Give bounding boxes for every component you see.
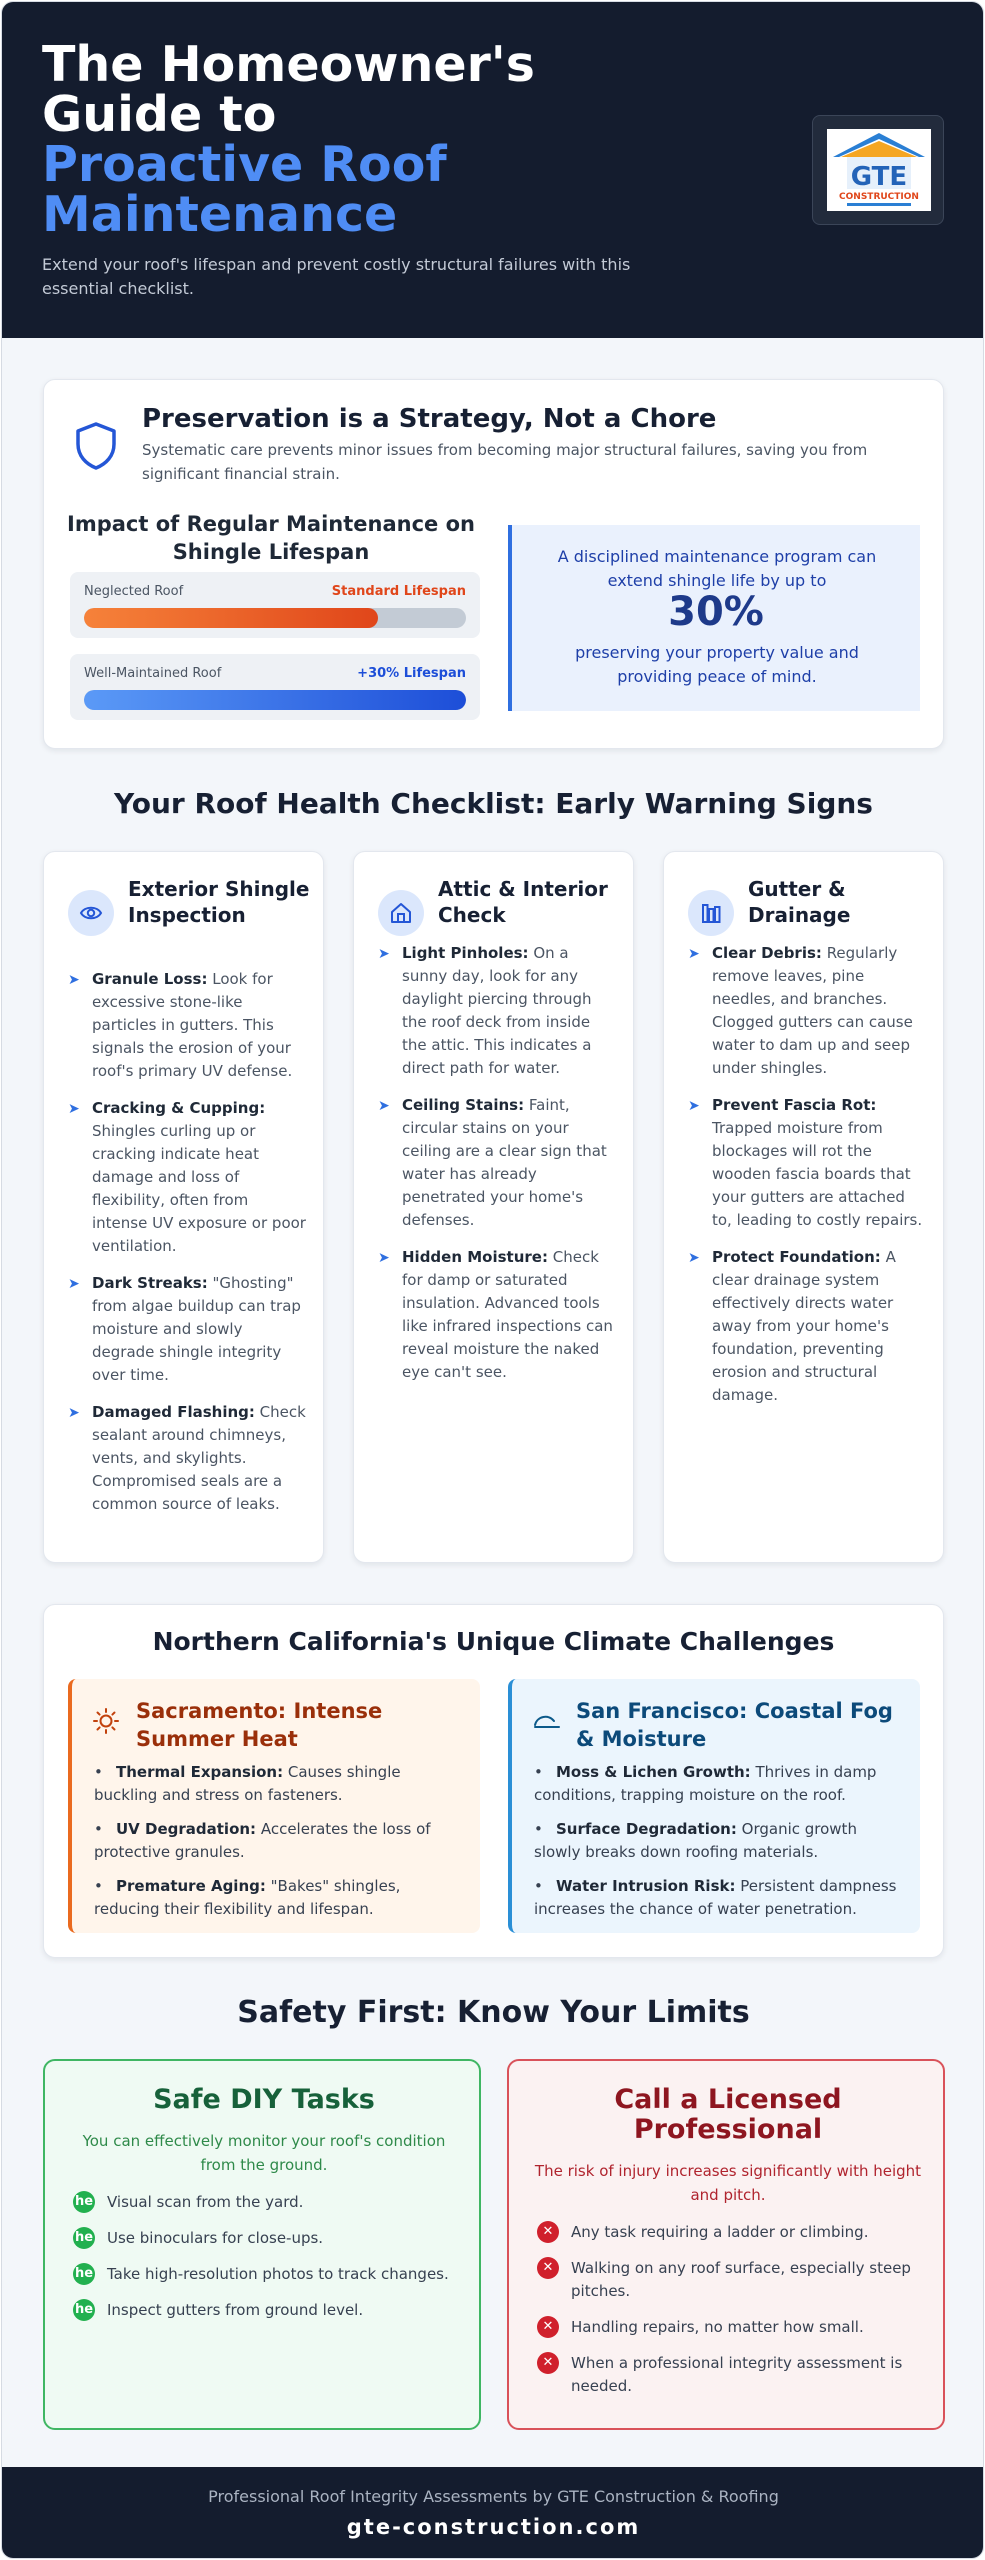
call-professional-list	[537, 2221, 929, 2411]
safe-diy-card	[43, 2059, 481, 2430]
columns-icon	[688, 890, 734, 936]
checklist-card-title: Gutter & Drainage	[748, 877, 851, 927]
safe-diy-list	[73, 2191, 465, 2335]
list-item: ➤ Light Pinholes: On a sunny day, look for any daylight piercing through the roof deck from inside the attic. This indicates a direct path for water.	[378, 944, 592, 1077]
call-professional-card	[507, 2059, 945, 2430]
arrow-icon: ➤	[68, 972, 80, 988]
preservation-card	[43, 379, 944, 749]
stat-pre-text: A disciplined maintenance program can extend shingle life by up to	[557, 547, 877, 590]
list-item: ➤ Dark Streaks: "Ghosting" from algae buildup can trap moisture and slowly degrade shingle integrity over time.	[68, 1274, 301, 1384]
checklist-card-exterior	[43, 851, 324, 1563]
list-item: ✕ Handling repairs, no matter how small.	[537, 2316, 929, 2339]
safe-diy-description: You can effectively monitor your roof's condition from the ground.	[82, 2132, 446, 2174]
list-item: • Thermal Expansion: Causes shingle buckling and stress on fasteners.	[94, 1763, 401, 1804]
bar-track	[84, 608, 466, 628]
call-professional-description: The risk of injury increases significantly with height and pitch.	[534, 2162, 922, 2204]
safety-title: Safety First: Know Your Limits	[237, 1995, 750, 2030]
eye-icon	[68, 890, 114, 936]
list-item: he Take high-resolution photos to track changes.	[74, 2265, 449, 2283]
check-badge-icon: he	[73, 2227, 95, 2249]
stat-value: 30%	[668, 589, 764, 635]
checklist-items	[688, 942, 928, 1421]
list-item: ➤ Protect Foundation: A clear drainage system effectively directs water away from your home's foundation, preventing erosion and structural damage.	[688, 1248, 896, 1404]
logo-text: GTE	[850, 162, 908, 192]
list-item: ➤ Cracking & Cupping: Shingles curling up or cracking indicate heat damage and loss of flexibility, often from intense UV exposure or poor ventilation.	[68, 1099, 306, 1255]
check-badge-icon: he	[73, 2263, 95, 2285]
hero-title	[42, 36, 602, 243]
stat-post-text: preserving your property value and providing peace of mind.	[575, 643, 859, 686]
arrow-icon: ➤	[688, 946, 700, 962]
hero-title-line1: The Homeowner's	[42, 36, 535, 93]
logo-image	[827, 129, 931, 211]
region-title: San Francisco: Coastal Fog & Moisture	[576, 1699, 893, 1751]
list-item: • Premature Aging: "Bakes" shingles, reducing their flexibility and lifespan.	[94, 1877, 401, 1918]
bar-fill-neglected	[84, 608, 378, 628]
bar-fill-maintained	[84, 690, 466, 710]
list-item: ✕ When a professional integrity assessment is needed.	[537, 2352, 929, 2398]
checklist-card-gutter	[663, 851, 944, 1563]
bar-maintained	[70, 654, 480, 720]
company-logo	[812, 115, 944, 225]
list-item: ➤ Prevent Fascia Rot: Trapped moisture from blockages will rot the wooden fascia boards that your gutters are attached to, leading to costly repairs.	[688, 1096, 923, 1229]
logo-graphic	[827, 129, 931, 211]
bar-label: Neglected Roof	[84, 584, 184, 599]
list-item: he Inspect gutters from ground level.	[74, 2301, 364, 2319]
preservation-title: Preservation is a Strategy, Not a Chore	[142, 404, 717, 434]
footer	[2, 2467, 984, 2559]
checklist-items	[68, 968, 308, 1530]
climate-card	[43, 1604, 944, 1958]
bar-track	[84, 690, 466, 710]
footer-website-link[interactable]: gte-construction.com	[346, 2515, 641, 2539]
hero-title-accent2: Maintenance	[42, 186, 398, 243]
page-frame	[1, 1, 984, 2559]
checklist-items	[378, 942, 618, 1398]
check-badge-icon: he	[73, 2299, 95, 2321]
fog-icon	[532, 1709, 562, 1733]
list-item: • UV Degradation: Accelerates the loss of protective granules.	[94, 1820, 431, 1861]
list-item: • Surface Degradation: Organic growth slowly breaks down roofing materials.	[534, 1820, 857, 1861]
list-item: ➤ Ceiling Stains: Faint, circular stains on your ceiling are a clear sign that water has already penetrated your home's defenses.	[378, 1096, 607, 1229]
x-circle-icon: ✕	[537, 2352, 559, 2374]
list-item: ➤ Damaged Flashing: Check sealant around chimneys, vents, and skylights. Compromised seals are a common source of leaks.	[68, 1403, 306, 1513]
impact-title: Impact of Regular Maintenance on Shingle Lifespan	[67, 512, 475, 564]
preservation-description: Systematic care prevents minor issues from becoming major structural failures, saving you from significant financial strain.	[142, 441, 868, 483]
region-san-francisco	[508, 1679, 920, 1933]
list-item: ➤ Granule Loss: Look for excessive stone-like particles in gutters. This signals the erosion of your roof's primary UV defense.	[68, 970, 293, 1080]
region-items	[534, 1761, 906, 1932]
arrow-icon: ➤	[68, 1405, 80, 1421]
bar-tag: +30% Lifespan	[357, 666, 466, 681]
home-icon	[378, 890, 424, 936]
list-item: ✕ Walking on any roof surface, especially steep pitches.	[537, 2257, 929, 2303]
list-item: ✕ Any task requiring a ladder or climbing.	[537, 2221, 929, 2244]
list-item: • Moss & Lichen Growth: Thrives in damp conditions, trapping moisture on the roof.	[534, 1763, 877, 1804]
arrow-icon: ➤	[688, 1098, 700, 1114]
list-item: ➤ Clear Debris: Regularly remove leaves, pine needles, and branches. Clogged gutters can cause water to dam up and seep under shingles.	[688, 944, 913, 1077]
logo-subtext: CONSTRUCTION	[839, 192, 919, 202]
list-item: • Water Intrusion Risk: Persistent dampness increases the chance of water penetration.	[534, 1877, 897, 1918]
bar-label: Well-Maintained Roof	[84, 666, 222, 681]
x-circle-icon: ✕	[537, 2257, 559, 2279]
arrow-icon: ➤	[68, 1101, 80, 1117]
region-sacramento	[68, 1679, 480, 1933]
checklist-card-attic	[353, 851, 634, 1563]
hero-subtitle: Extend your roof's lifespan and prevent costly structural failures with this essential checklist.	[42, 255, 631, 298]
bar-tag: Standard Lifespan	[331, 584, 466, 599]
checklist-card-title: Attic & Interior Check	[438, 877, 608, 927]
arrow-icon: ➤	[688, 1250, 700, 1266]
x-circle-icon: ✕	[537, 2316, 559, 2338]
region-title: Sacramento: Intense Summer Heat	[136, 1699, 383, 1751]
safe-diy-title: Safe DIY Tasks	[153, 2084, 375, 2115]
region-items	[94, 1761, 466, 1932]
footer-tagline: Professional Roof Integrity Assessments by GTE Construction & Roofing	[208, 2487, 779, 2506]
checklist-card-title: Exterior Shingle Inspection	[128, 877, 310, 927]
list-item: he Use binoculars for close-ups.	[74, 2229, 324, 2247]
shield-icon	[74, 420, 118, 472]
checklist-title: Your Roof Health Checklist: Early Warning Signs	[114, 787, 873, 820]
stat-callout	[508, 525, 920, 711]
call-professional-title: Call a Licensed Professional	[614, 2084, 842, 2145]
list-item: ➤ Hidden Moisture: Check for damp or saturated insulation. Advanced tools like infrared inspections can reveal moisture the naked eye can't see.	[378, 1248, 613, 1381]
bar-neglected	[70, 572, 480, 638]
sun-icon	[92, 1707, 120, 1735]
hero-title-accent1: Proactive Roof	[42, 136, 447, 193]
hero-title-line2: Guide to	[42, 86, 277, 143]
arrow-icon: ➤	[378, 1250, 390, 1266]
check-badge-icon: he	[73, 2191, 95, 2213]
arrow-icon: ➤	[378, 1098, 390, 1114]
climate-title: Northern California's Unique Climate Challenges	[152, 1627, 835, 1656]
hero-header	[2, 2, 984, 338]
arrow-icon: ➤	[378, 946, 390, 962]
list-item: he Visual scan from the yard.	[74, 2193, 304, 2211]
arrow-icon: ➤	[68, 1276, 80, 1292]
x-circle-icon: ✕	[537, 2221, 559, 2243]
